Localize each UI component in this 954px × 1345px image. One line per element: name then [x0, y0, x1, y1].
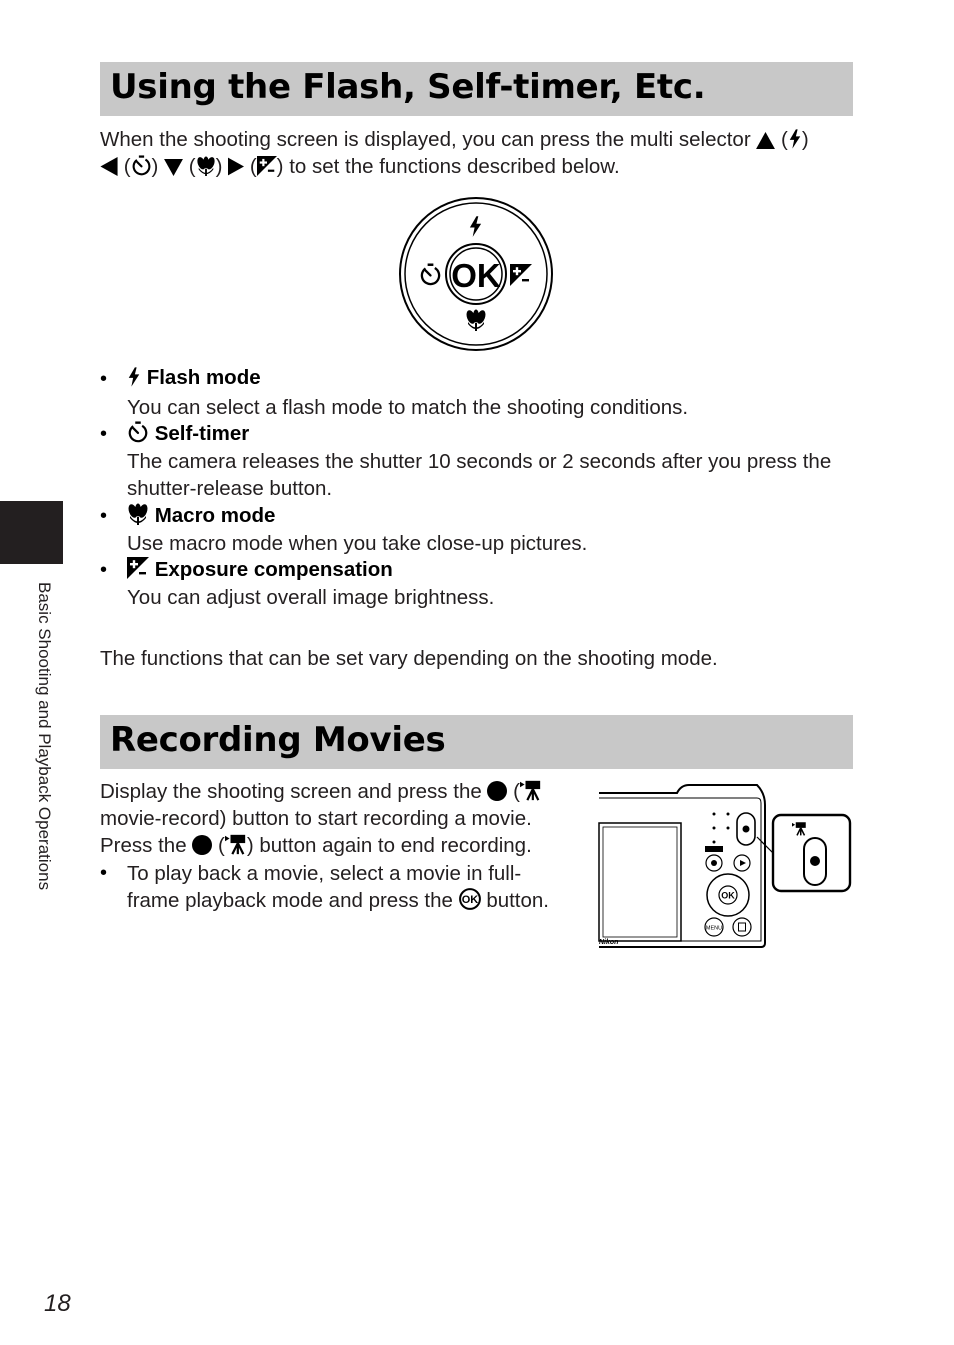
- item-desc-macro: [127, 530, 587, 557]
- list-item-macro: [127, 503, 275, 528]
- exposure-compensation-icon: [257, 156, 277, 176]
- movie-bullet-text-part: button.: [486, 889, 550, 912]
- up-arrow-icon: [756, 132, 775, 149]
- flash-icon: [127, 367, 141, 387]
- item-desc-line: shutter-release button.: [127, 477, 333, 500]
- movie-bullet-text-part: frame playback mode and press the: [127, 889, 453, 912]
- right-arrow-icon: [228, 157, 244, 176]
- movie-para-text: Press the: [100, 834, 187, 857]
- macro-icon: [196, 156, 216, 176]
- item-title-exposure: Exposure compensation: [154, 558, 393, 581]
- item-desc-line: Use macro mode when you take close-up pictures.: [127, 532, 588, 555]
- movie-para-text: button again to end recording.: [259, 834, 532, 857]
- movie-para-line-2: movie-record) button to start recording a movie.: [100, 807, 532, 830]
- record-button-icon: [192, 835, 212, 855]
- chapter-label: Basic Shooting and Playback Operations: [35, 582, 54, 891]
- camera-delete-button: [733, 918, 751, 936]
- movie-record-icon: [520, 779, 542, 801]
- ok-button-label: OK: [451, 257, 501, 294]
- section-title-movies: Recording Movies: [110, 720, 446, 760]
- item-desc-flash: [127, 394, 688, 421]
- left-arrow-icon: [100, 157, 118, 176]
- camera-back-illustration: [597, 783, 853, 951]
- functions-note: The functions that can be set vary depending on the shooting mode.: [100, 647, 718, 670]
- exposure-compensation-icon: [127, 557, 149, 579]
- movie-para-line-1: Display the shooting screen and press the (: [100, 778, 542, 805]
- camera-menu-label: MENU: [705, 925, 723, 932]
- camera-screen: [599, 823, 681, 941]
- self-timer-icon: [127, 421, 149, 443]
- bullet-dot: •: [100, 559, 108, 581]
- list-item-exposure: [127, 557, 393, 582]
- bullet-dot: •: [100, 862, 108, 884]
- bullet-dot: •: [100, 423, 108, 445]
- macro-icon: [127, 503, 149, 525]
- intro-line-2: ( ) ( ) ( ) to set the functions described below.: [100, 153, 620, 180]
- section-header-movies: [100, 715, 853, 769]
- bullet-dot: •: [100, 505, 108, 527]
- record-button-icon: [487, 781, 507, 801]
- section-header-flash: [100, 62, 853, 116]
- item-title-self-timer: Self-timer: [154, 422, 250, 445]
- item-desc-self-timer: [127, 448, 831, 502]
- movie-para-line-3: Press the ( ) button again to end recording.: [100, 834, 532, 857]
- list-item-flash: [127, 366, 261, 390]
- item-desc-exposure: [127, 584, 494, 611]
- multi-selector-diagram: [398, 196, 554, 352]
- camera-brand-logo: Nikon: [599, 939, 619, 946]
- item-title-macro: Macro mode: [154, 504, 276, 527]
- ok-icon: [459, 888, 481, 910]
- item-desc-line: The camera releases the shutter 10 seconds or 2 seconds after you press the: [127, 450, 832, 473]
- intro-text-part1: When the shooting screen is displayed, you can press the multi selector: [100, 128, 751, 151]
- list-item-self-timer: [127, 421, 249, 446]
- movie-bullet-line: To play back a movie, select a movie in full-: [127, 862, 522, 885]
- bullet-dot: •: [100, 368, 108, 390]
- camera-ok-label: OK: [721, 890, 735, 901]
- movie-bullet-line: [127, 887, 549, 914]
- movie-bullet-text: [127, 860, 549, 914]
- chapter-tab: [0, 501, 63, 564]
- exposure-compensation-icon: [510, 264, 532, 286]
- item-desc-line: You can adjust overall image brightness.: [127, 586, 495, 609]
- self-timer-icon: [131, 155, 152, 176]
- section-title-flash: Using the Flash, Self-timer, Etc.: [110, 67, 706, 107]
- flash-icon: [788, 129, 802, 149]
- page-number: 18: [44, 1290, 71, 1317]
- intro-line-1: When the shooting screen is displayed, you can press the multi selector ( ): [100, 128, 809, 151]
- intro-text-part2: to set the functions described below.: [289, 155, 620, 178]
- movie-record-icon: [225, 833, 247, 855]
- item-desc-line: You can select a flash mode to match the shooting conditions.: [127, 396, 689, 419]
- item-title-flash: Flash mode: [146, 366, 261, 389]
- movie-para-text: Display the shooting screen and press the: [100, 780, 482, 803]
- down-arrow-icon: [164, 159, 183, 176]
